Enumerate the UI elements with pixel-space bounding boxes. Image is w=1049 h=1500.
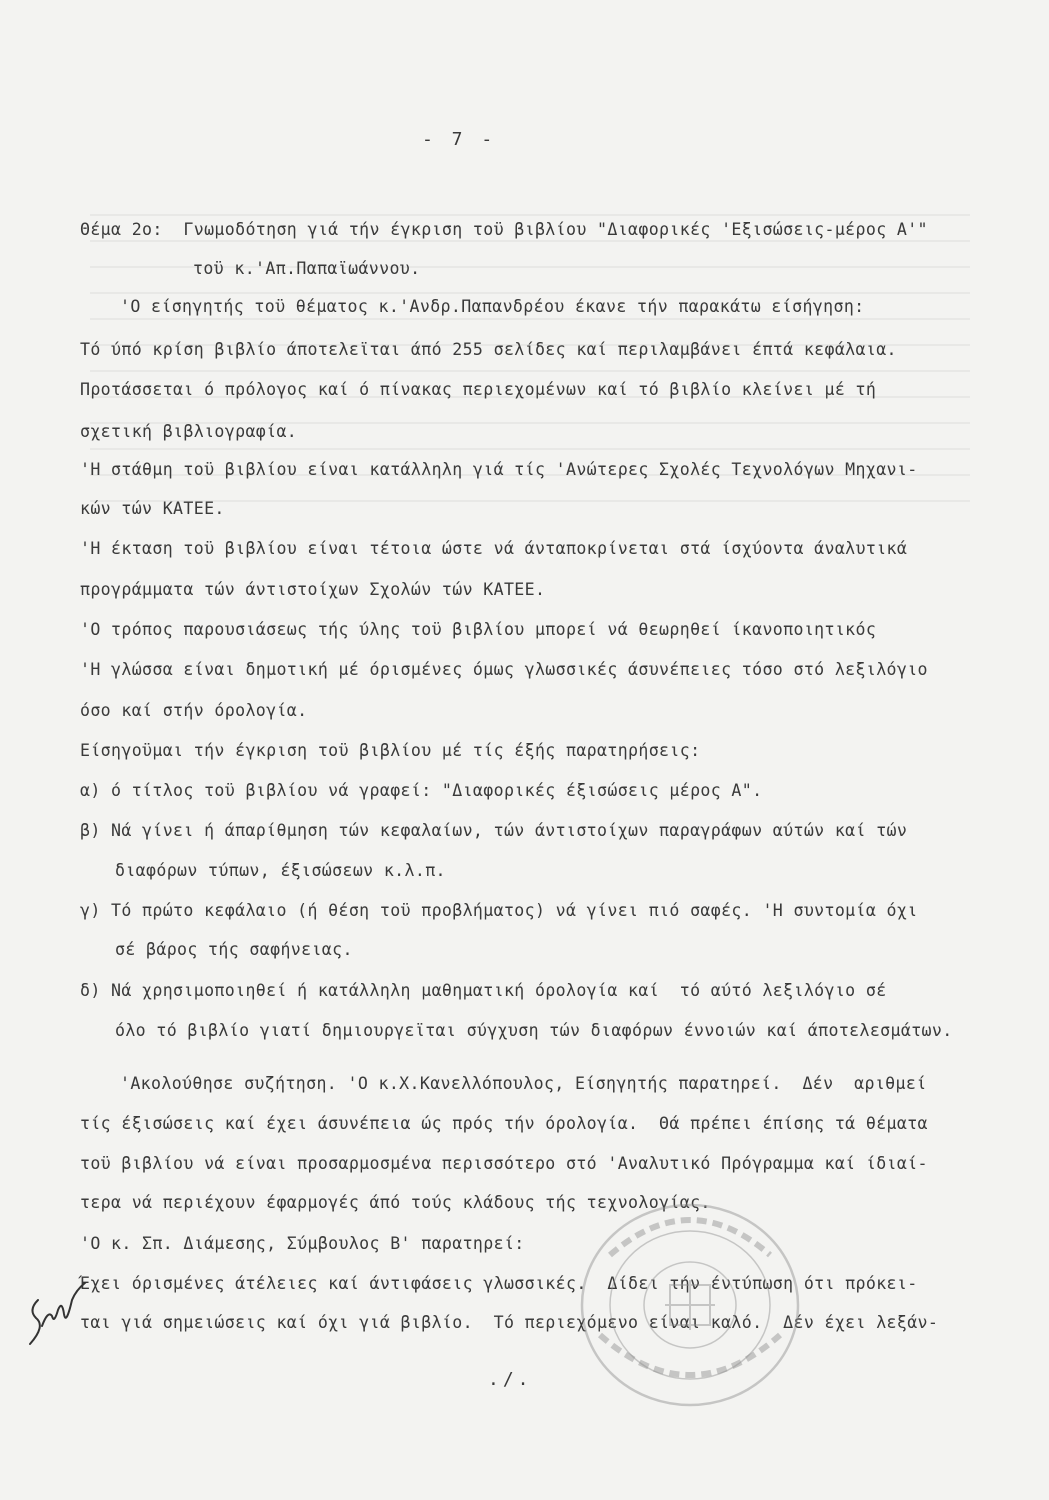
text-line-14: Είσηγοϋμαι τήν έγκριση τοϋ βιβλίου μέ τίς έξής παρατηρήσεις: (80, 741, 701, 760)
official-seal-stamp (570, 1195, 810, 1415)
text-line-13: όσο καί στήν όρολογία. (80, 701, 308, 720)
text-line-1: Θέμα 2ο: Γνωμοδότηση γιά τήν έγκριση τοϋ βιβλίου "Διαφορικές 'Εξισώσεις-μέρος Α'" (80, 220, 928, 239)
text-line-4: Τό ύπό κρίση βιβλίο άποτελεϊται άπό 255 σελίδες καί περιλαμβάνει έπτά κεφάλαια. (80, 340, 897, 359)
text-line-25: τερα νά περιέχουν έφαρμογές άπό τούς κλάδους τής τεχνολογίας. (80, 1193, 711, 1212)
text-line-20: δ) Νά χρησιμοποιηθεί ή κατάλληλη μαθηματική όρολογία καί τό αύτό λεξιλόγιο σέ (80, 981, 887, 1000)
handwritten-signature (20, 1282, 90, 1352)
text-line-19: σέ βάρος τής σαφήνειας. (115, 940, 353, 959)
text-line-2: τοϋ κ.'Απ.Παπαϊωάννου. (193, 259, 421, 278)
bleed-through-shadow (90, 190, 970, 550)
text-line-23: τίς έξισώσεις καί έχει άσυνέπεια ώς πρός τήν όρολογία. Θά πρέπει έπίσης τά θέματα (80, 1114, 928, 1133)
text-line-6: σχετική βιβλιογραφία. (80, 422, 298, 441)
text-line-16: β) Νά γίνει ή άπαρίθμηση τών κεφαλαίων, τών άντιστοίχων παραγράφων αύτών καί τών (80, 821, 908, 840)
text-line-28: ται γιά σημειώσεις καί όχι γιά βιβλίο. Τό περιεχόμενο είναι καλό. Δέν έχει λεξάν- (80, 1313, 939, 1332)
text-line-8: κών τών ΚΑΤΕΕ. (80, 499, 225, 518)
text-line-22: 'Ακολούθησε συζήτηση. 'Ο κ.Χ.Κανελλόπουλος, Είσηγητής παρατηρεί. Δέν αριθμεί (120, 1074, 927, 1093)
text-line-18: γ) Τό πρώτο κεφάλαιο (ή θέση τοϋ προβλήματος) νά γίνει πιό σαφές. 'Η συντομία όχι (80, 901, 918, 920)
text-line-24: τοϋ βιβλίου νά είναι προσαρμοσμένα περισσότερο στό 'Αναλυτικό Πρόγραμμα καί ίδιαί- (80, 1154, 928, 1173)
text-line-3: 'Ο είσηγητής τοϋ θέματος κ.'Ανδρ.Παπανδρέου έκανε τήν παρακάτω είσήγηση: (120, 297, 865, 316)
text-line-17: διαφόρων τύπων, έξισώσεων κ.λ.π. (115, 861, 446, 880)
text-line-21: όλο τό βιβλίο γιατί δημιουργεϊται σύγχυση τών διαφόρων έννοιών καί άποτελεσμάτων. (115, 1021, 953, 1040)
continuation-mark: ./. (488, 1369, 533, 1390)
text-line-11: 'Ο τρόπος παρουσιάσεως τής ύλης τοϋ βιβλίου μπορεί νά θεωρηθεί ίκανοποιητικός (80, 620, 877, 639)
text-line-10: προγράμματα τών άντιστοίχων Σχολών τών ΚΑΤΕΕ. (80, 580, 546, 599)
page-number: - 7 - (422, 129, 497, 150)
text-line-26: 'Ο κ. Σπ. Διάμεσης, Σύμβουλος Β' παρατηρεί: (80, 1234, 525, 1253)
text-line-7: 'Η στάθμη τοϋ βιβλίου είναι κατάλληλη γιά τίς 'Ανώτερες Σχολές Τεχνολόγων Μηχανι- (80, 460, 918, 479)
text-line-15: α) ό τίτλος τοϋ βιβλίου νά γραφεί: "Διαφορικές έξισώσεις μέρος Α". (80, 781, 763, 800)
text-line-27: Έχει όρισμένες άτέλειες καί άντιφάσεις γλωσσικές. Δίδει τήν έντύπωση ότι πρόκει- (80, 1274, 918, 1293)
text-line-9: 'Η έκταση τοϋ βιβλίου είναι τέτοια ώστε νά άνταποκρίνεται στά ίσχύοντα άναλυτικά (80, 539, 908, 558)
text-line-12: 'Η γλώσσα είναι δημοτική μέ όρισμένες όμως γλωσσικές άσυνέπειες τόσο στό λεξιλόγιο (80, 660, 928, 679)
text-line-5: Προτάσσεται ό πρόλογος καί ό πίνακας περιεχομένων καί τό βιβλίο κλείνει μέ τή (80, 380, 877, 399)
